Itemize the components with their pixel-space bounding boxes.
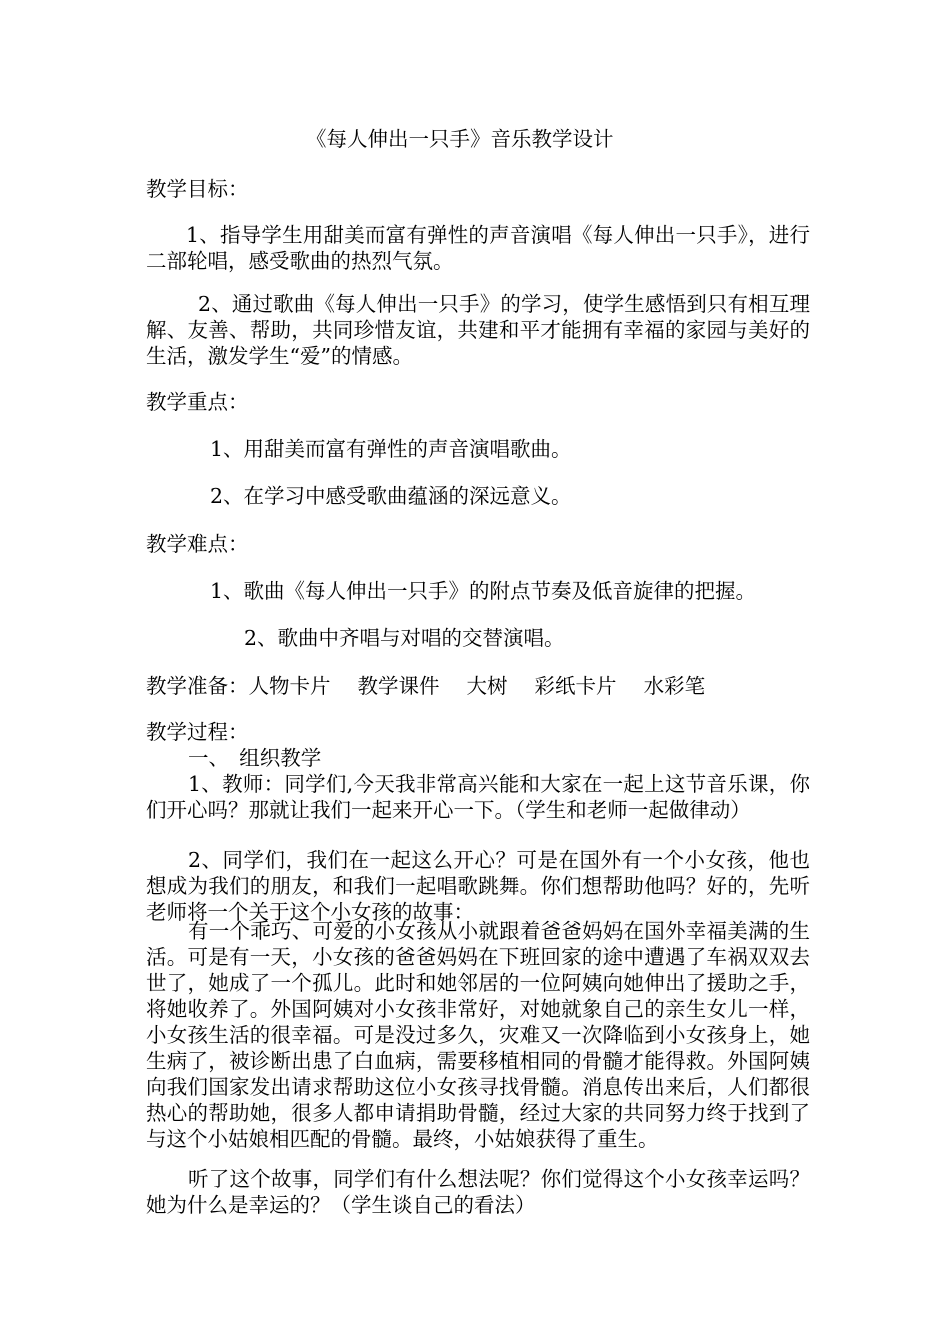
process-paragraph-4: 听了这个故事，同学们有什么想法呢？你们觉得这个小女孩幸运吗？她为什么是幸运的？（学生谈自己的看法）: [146, 1167, 810, 1217]
preparation-line: 教学准备：人物卡片 教学课件 大树 彩纸卡片 水彩笔: [146, 674, 706, 698]
key-points-heading: 教学重点：: [146, 390, 249, 414]
story-paragraph: 有一个乖巧、可爱的小女孩从小就跟着爸爸妈妈在国外幸福美满的生活。可是有一天，小女孩的爸爸妈妈在下班回家的途中遭遇了车祸双双去世了，她成了一个孤儿。此时和她邻居的一位阿姨向她伸出了援助之手，将她收养了。外国阿姨对小女孩非常好，对她就象自己的亲生女儿一样，小女孩生活的很幸福。可是没过多久，灾难又一次降临到小女孩身上，她生病了，被诊断出患了白血病，需要移植相同的骨髓才能得救。外国阿姨向我们国家发出请求帮助这位小女孩寻找骨髓。消息传出来后，人们都很热心的帮助她，很多人都申请捐助骨髓，经过大家的共同努力终于找到了与这个小姑娘相匹配的骨髓。最终，小姑娘获得了重生。: [146, 919, 810, 1151]
section-heading-1: 一、 组织教学: [188, 746, 322, 770]
process-paragraph-1: 1、教师：同学们,今天我非常高兴能和大家在一起上这节音乐课，你们开心吗？那就让我们一起来开心一下。（学生和老师一起做律动）: [146, 772, 810, 822]
difficulties-heading: 教学难点：: [146, 532, 249, 556]
key-point-item-1: 1、用甜美而富有弹性的声音演唱歌曲。: [210, 437, 572, 461]
difficulty-item-1: 1、歌曲《每人伸出一只手》的附点节奏及低音旋律的把握。: [210, 579, 757, 603]
page-title: 《每人伸出一只手》音乐教学设计: [306, 127, 614, 151]
key-point-item-2: 2、在学习中感受歌曲蕴涵的深远意义。: [210, 484, 572, 508]
difficulty-item-2: 2、歌曲中齐唱与对唱的交替演唱。: [244, 626, 565, 650]
objectives-heading: 教学目标：: [146, 177, 249, 201]
process-paragraph-2: 2、同学们，我们在一起这么开心？可是在国外有一个小女孩，他也想成为我们的朋友，和我们一起唱歌跳舞。你们想帮助他吗？好的，先听老师将一个关于这个小女孩的故事：: [146, 848, 810, 924]
objective-item-2: 2、通过歌曲《每人伸出一只手》的学习，使学生感悟到只有相互理解、友善、帮助，共同珍惜友谊，共建和平才能拥有幸福的家园与美好的生活，激发学生“爱”的情感。: [146, 292, 810, 368]
process-heading: 教学过程：: [146, 720, 249, 744]
objective-item-1: 1、指导学生用甜美而富有弹性的声音演唱《每人伸出一只手》，进行二部轮唱，感受歌曲的热烈气氛。: [146, 223, 810, 273]
